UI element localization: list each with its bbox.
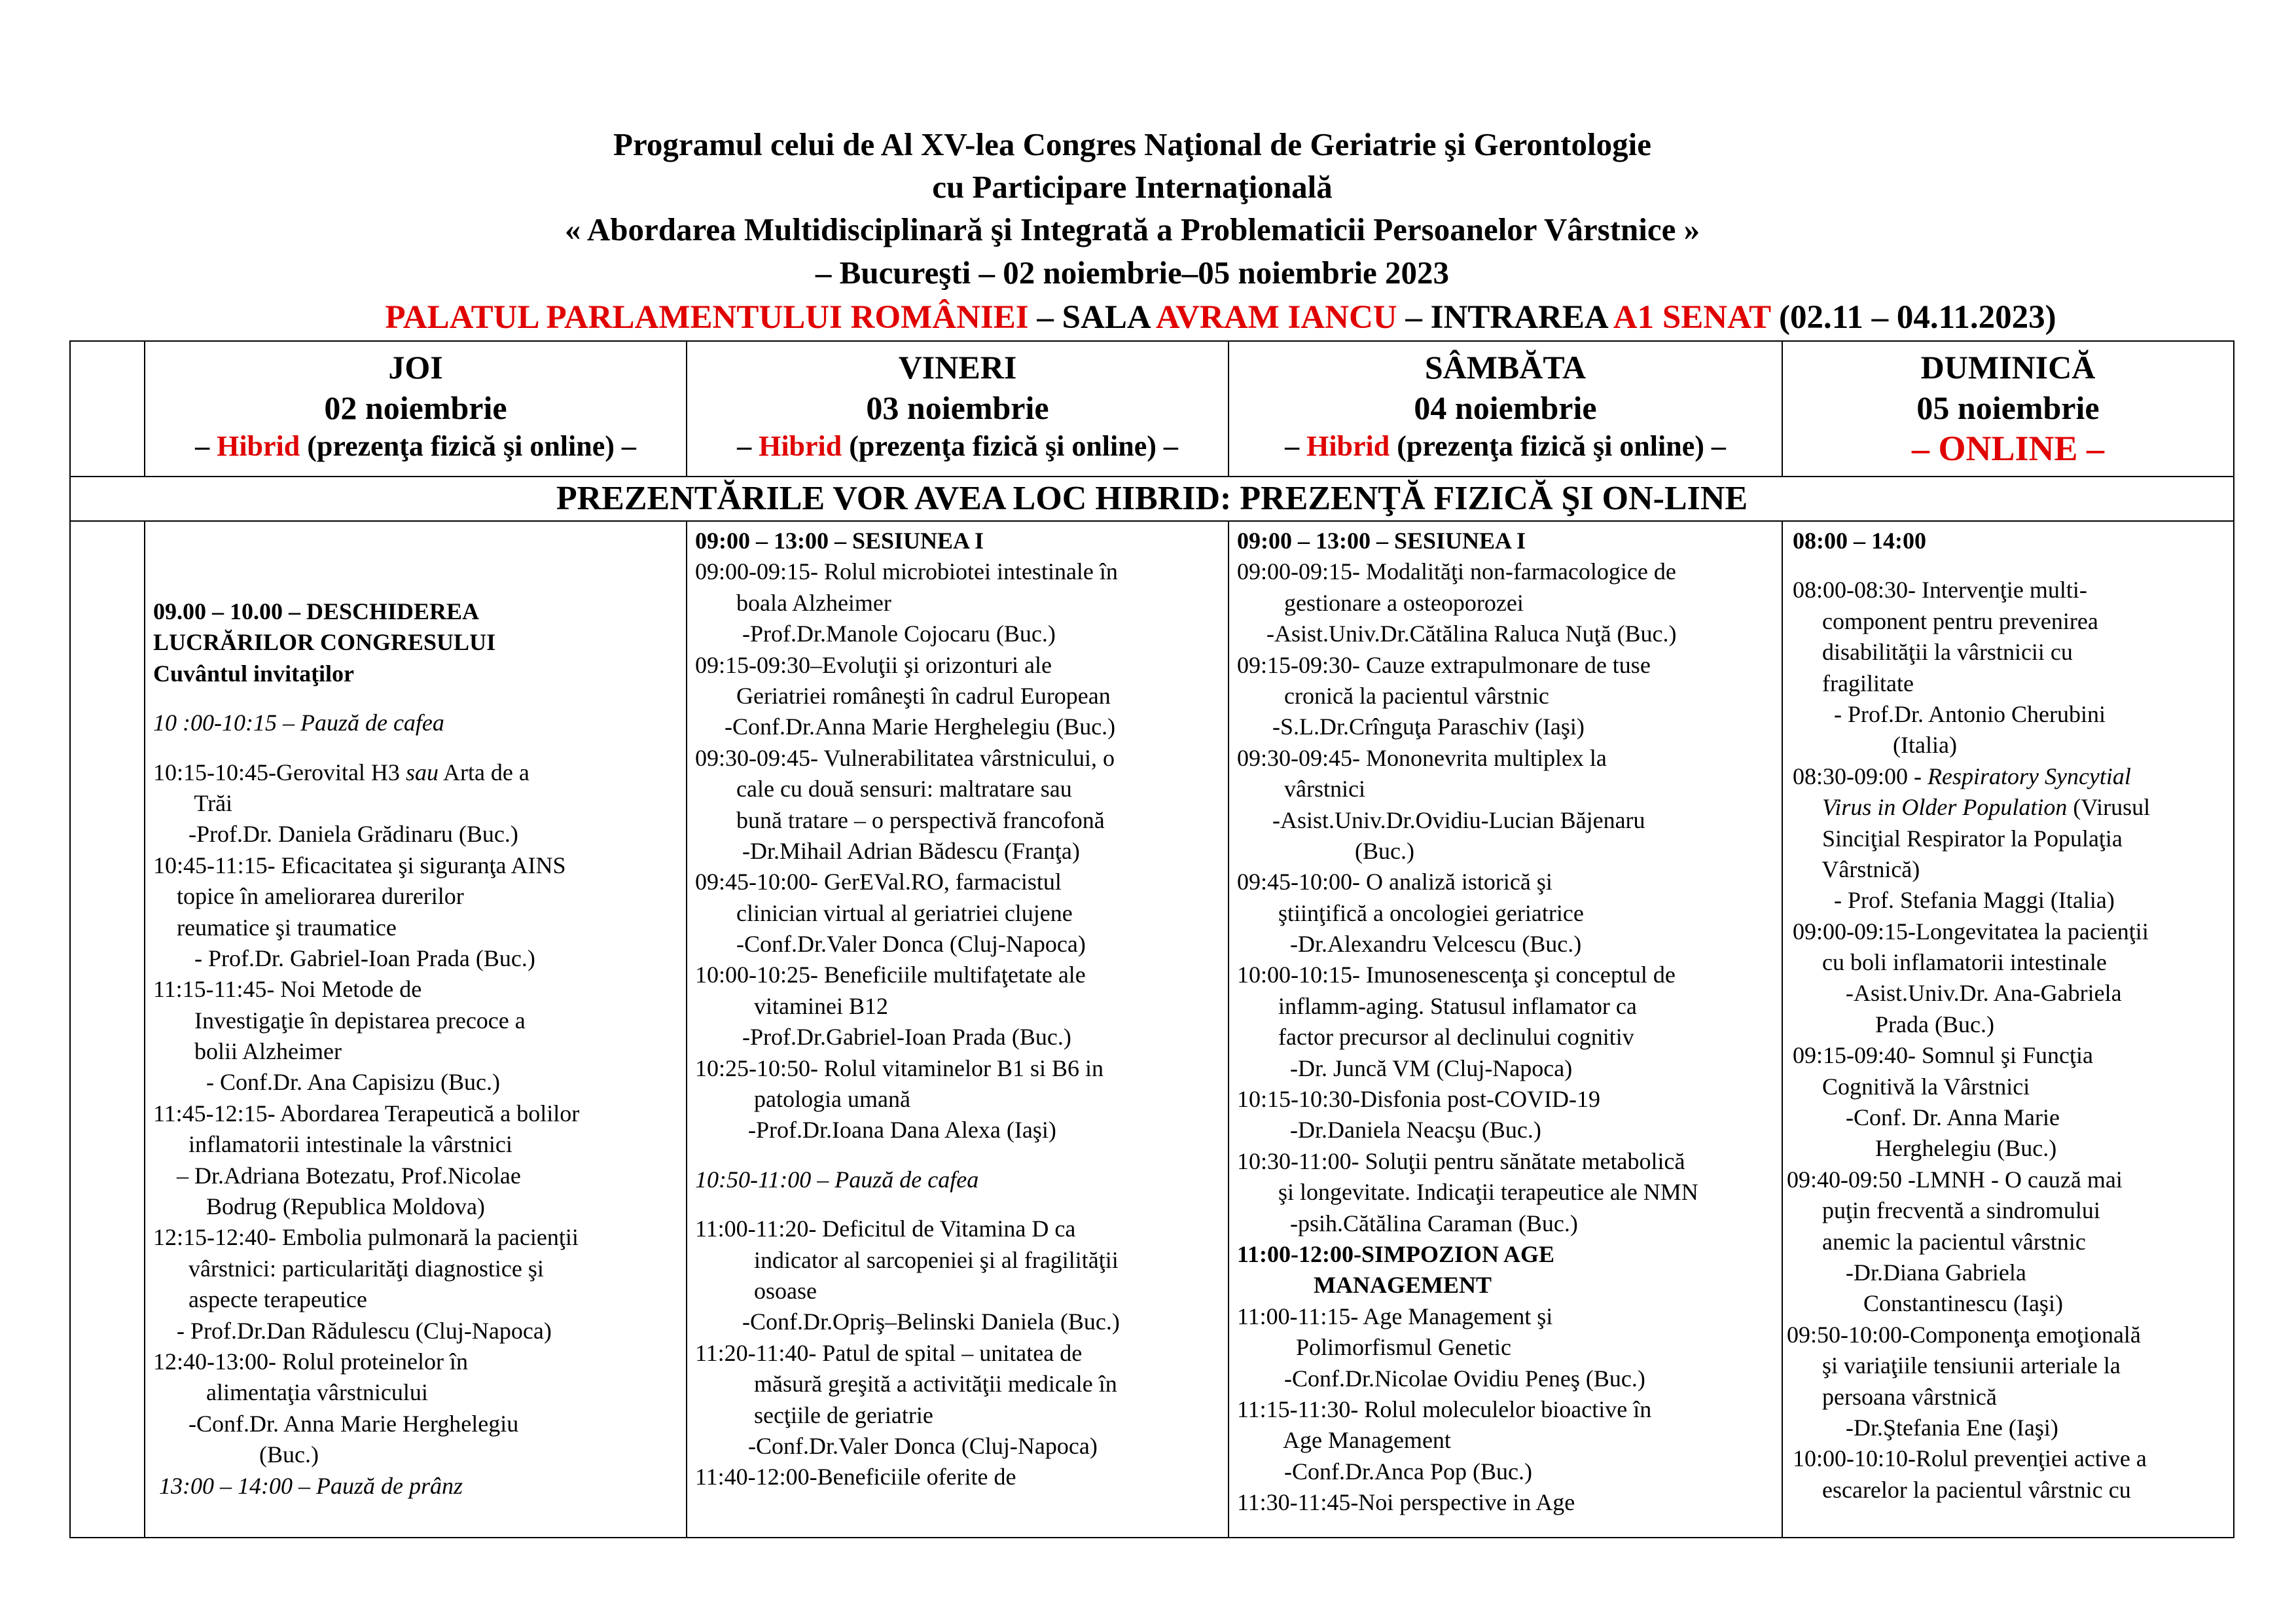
talk-title-cont: Virus in Older Population (Virusul [1822,794,2151,821]
talk-speaker: -Conf.Dr.Anca Pop (Buc.) [1237,1458,1532,1485]
venue-sep2: – INTRAREA [1397,299,1613,336]
talk-title: 09:00-09:15- Rolul microbiotei intestinale în [695,558,1118,585]
talk-title-cont: persoana vârstnică [1787,1383,1997,1410]
lunch-break: 13:00 – 14:00 – Pauză de prânz [153,1472,463,1499]
talk-speaker: -psih.Cătălina Caraman (Buc.) [1237,1210,1578,1236]
talk-title-cont: osoase [695,1277,817,1304]
talk-title-cont: disabilităţii la vârstnicii cu [1787,639,2073,666]
day-date: 04 noiembrie [1414,389,1597,426]
talk-title-cont: şi variaţiile tensiunii arteriale la [1787,1352,2121,1379]
talk-title: 10:15-10:30-Disfonia post-COVID-19 [1237,1086,1600,1113]
program-subtitle: cu Participare Internaţională [932,169,1333,205]
talk-speaker-cont: (Italia) [1787,732,1957,759]
talk-speaker: -Dr.Ştefania Ene (Iaşi) [1787,1414,2058,1441]
talk-title: 10:15-10:45-Gerovital H3 sau Arta de a [153,759,529,785]
talk-title: 10:30-11:00- Soluţii pentru sănătate metabolică [1237,1147,1685,1174]
talk-title-cont: cale cu două sensuri: maltratare sau [695,776,1072,803]
talk-title-cont: Investigaţie în depistarea precoce a [153,1007,526,1034]
talk-title: 10:00-10:15- Imunosenescenţa şi conceptul de [1237,962,1676,988]
talk-title-cont: reumatice şi traumatice [153,914,397,941]
day-header-sunday [1782,341,2234,477]
talk-title-cont: gestionare a osteoporozei [1237,589,1524,616]
talk-speaker: – Dr.Adriana Botezatu, Prof.Nicolae [153,1162,521,1189]
talk-title: 09:40-09:50 -LMNH - O cauză mai [1787,1166,2123,1193]
talk-title-cont: vârstnici [1237,776,1365,803]
talk-title: 09:15-09:40- Somnul şi Funcţia [1787,1042,2093,1069]
talk-speaker: -Dr. Juncă VM (Cluj-Napoca) [1237,1055,1573,1081]
talk-speaker: - Prof.Dr. Gabriel-Ioan Prada (Buc.) [153,945,535,971]
talk-title-cont: patologia umană [695,1086,910,1113]
talk-speaker: - Prof. Stefania Maggi (Italia) [1787,887,2115,914]
talk-title-cont: măsură greşită a activităţii medicale în [695,1371,1117,1398]
congress-dates: – Bucureşti – 02 noiembrie–05 noiembrie 2023 [815,255,1450,291]
talk-title: 10:00-10:25- Beneficiile multifaţetate ale [695,962,1086,988]
empty-side-cell [70,521,145,1538]
talk-title-cont: topice în ameliorarea durerilor [153,883,464,910]
talk-title-cont: bolii Alzheimer [153,1038,342,1065]
talk-title-cont: Vârstnică) [1787,856,1920,882]
talk-title-cont: factor precursor al declinului cognitiv [1237,1024,1634,1051]
talk-speaker-cont: Bodrug (Republica Moldova) [153,1193,485,1220]
talk-title-cont: anemic la pacientul vârstnic [1787,1228,2086,1255]
talk-title-cont: cronică la pacientul vârstnic [1237,682,1549,709]
talk-title-cont: aspecte terapeutice [153,1286,367,1313]
talk-title: 11:15-11:30- Rolul moleculelor bioactive în [1237,1396,1652,1422]
talk-title-cont: boala Alzheimer [695,589,891,616]
congress-theme: « Abordarea Multidisciplinară şi Integrată a Problematicii Persoanelor Vârstnice » [564,211,1700,247]
talk-title-cont: fragilitate [1787,670,1914,696]
talk-title-cont: indicator al sarcopeniei şi al fragilităţii [695,1246,1119,1273]
day-mode: – Hibrid (prezenţa fizică şi online) – [737,430,1178,462]
talk-title-cont: escarelor la pacientul vârstnic cu [1787,1476,2131,1503]
talk-speaker: -Conf. Dr. Anna Marie [1787,1104,2060,1131]
friday-schedule [687,521,1229,1538]
empty-corner-cell [70,341,145,477]
talk-title-cont: Geriatriei româneşti în cadrul European [695,682,1111,709]
talk-speaker: -Conf.Dr.Nicolae Ovidiu Peneş (Buc.) [1237,1365,1645,1392]
day-date: 02 noiembrie [324,389,507,426]
talk-speaker: -Conf.Dr.Opriş–Belinski Daniela (Buc.) [695,1308,1120,1335]
talk-title: 09:45-10:00- O analiză istorică şi [1237,869,1552,895]
talk-title-cont: vitaminei B12 [695,992,888,1019]
talk-title: 11:45-12:15- Abordarea Terapeutică a bolilor [153,1100,580,1127]
talk-speaker: -Prof.Dr.Manole Cojocaru (Buc.) [695,621,1056,647]
venue-hall: AVRAM IANCU [1155,299,1397,336]
talk-title: 12:15-12:40- Embolia pulmonară la pacienţii [153,1224,579,1251]
day-date: 03 noiembrie [866,389,1049,426]
talk-title-cont: bună tratare – o perspectivă francofonă [695,806,1105,833]
day-header-thursday [145,341,687,477]
thursday-schedule [145,521,687,1538]
talk-title: 11:00-11:15- Age Management şi [1237,1303,1553,1329]
talk-title: 10:25-10:50- Rolul vitaminelor B1 si B6 in [695,1055,1103,1081]
talk-title-cont: inflamatorii intestinale la vârstnici [153,1131,512,1158]
talk-title: 11:00-11:20- Deficitul de Vitamina D ca [695,1216,1076,1242]
talk-title-cont: component pentru prevenirea [1787,607,2098,634]
talk-title-cont: cu boli inflamatorii intestinale [1787,949,2107,976]
venue-entrance: A1 SENAT [1613,299,1771,336]
talk-title: 09:00-09:15- Modalităţi non-farmacologice de [1237,558,1676,585]
banner-row [70,477,2234,521]
talk-speaker: - Prof.Dr.Dan Rădulescu (Cluj-Napoca) [153,1317,552,1344]
coffee-break: 10 :00-10:15 – Pauză de cafea [153,710,444,736]
day-name: VINERI [898,349,1017,386]
symposium-heading: 11:00-12:00-SIMPOZION AGE [1237,1240,1555,1267]
venue-dates: (02.11 – 04.11.2023) [1770,299,2056,336]
talk-title-cont: puţin frecventă a sindromului [1787,1197,2100,1224]
talk-title-cont: clinician virtual al geriatriei clujene [695,899,1073,926]
session-heading: 09:00 – 13:00 – SESIUNEA I [695,528,984,554]
talk-title: 11:30-11:45-Noi perspective in Age [1237,1489,1575,1516]
coffee-break: 10:50-11:00 – Pauză de cafea [695,1166,979,1193]
talk-title-cont: vârstnici: particularităţi diagnostice şi [153,1255,544,1282]
venue-sep1: – SALA [1028,299,1156,336]
session-heading: 09:00 – 13:00 – SESIUNEA I [1237,528,1526,554]
talk-speaker: -Conf.Dr.Valer Donca (Cluj-Napoca) [695,931,1086,958]
talk-title: 11:40-12:00-Beneficiile oferite de [695,1464,1016,1490]
talk-speaker: - Prof.Dr. Antonio Cherubini [1787,700,2106,727]
guest-speeches: Cuvântul invitaţilor [153,660,355,687]
talk-speaker: -Dr.Mihail Adrian Bădescu (Franţa) [695,837,1080,864]
day-date: 05 noiembrie [1916,389,2100,426]
sessions-row [70,521,2234,1538]
talk-title: 12:40-13:00- Rolul proteinelor în [153,1348,468,1375]
day-header-friday [687,341,1229,477]
schedule-table [69,340,2234,1538]
talk-speaker-cont: (Buc.) [1237,837,1414,864]
talk-speaker: -Conf.Dr.Anna Marie Herghelegiu (Buc.) [695,713,1116,740]
talk-title: 09:15-09:30–Evoluţii şi orizonturi ale [695,651,1052,678]
day-header-saturday [1229,341,1782,477]
talk-title-cont: ştiinţifică a oncologiei geriatrice [1237,899,1584,926]
talk-title: 09:50-10:00-Componenţa emoţională [1787,1321,2141,1348]
talk-title: 09:00-09:15-Longevitatea la pacienţii [1787,918,2149,945]
day-header-row [70,341,2234,477]
talk-speaker-cont: Constantinescu (Iaşi) [1787,1290,2063,1317]
day-mode: – Hibrid (prezenţa fizică şi online) – [1285,430,1726,462]
day-mode: – Hibrid (prezenţa fizică şi online) – [195,430,636,462]
talk-speaker: -Dr.Daniela Neacşu (Buc.) [1237,1117,1541,1144]
talk-title-cont: şi longevitate. Indicaţii terapeutice ale NMN [1237,1179,1698,1206]
day-name: SÂMBĂTA [1424,349,1587,386]
talk-title-cont: Polimorfismul Genetic [1237,1334,1511,1361]
day-name: DUMINICĂ [1920,349,2096,386]
day-mode-online: – ONLINE – [1911,429,2105,468]
talk-speaker: -Prof.Dr.Ioana Dana Alexa (Iaşi) [695,1117,1056,1144]
talk-title-cont: inflamm-aging. Statusul inflamator ca [1237,992,1637,1019]
talk-title: 10:00-10:10-Rolul prevenţiei active a [1787,1445,2147,1472]
sunday-schedule [1782,521,2234,1538]
talk-speaker: - Conf.Dr. Ana Capisizu (Buc.) [153,1069,500,1096]
hybrid-banner: PREZENTĂRILE VOR AVEA LOC HIBRID: PREZENŢĂ FIZICĂ ŞI ON-LINE [70,477,2234,521]
venue-palace: PALATUL PARLAMENTULUI ROMÂNIEI [385,299,1029,336]
talk-title: 11:20-11:40- Patul de spital – unitatea de [695,1339,1083,1366]
opening-session-cont: LUCRĂRILOR CONGRESULUI [153,629,496,656]
talk-speaker: -Asist.Univ.Dr.Ovidiu-Lucian Băjenaru [1237,806,1645,833]
talk-speaker: -Dr.Alexandru Velcescu (Buc.) [1237,931,1582,958]
talk-speaker: -Prof.Dr.Gabriel-Ioan Prada (Buc.) [695,1024,1071,1051]
talk-title: 11:15-11:45- Noi Metode de [153,976,422,1003]
talk-speaker: -S.L.Dr.Crînguţa Paraschiv (Iaşi) [1237,713,1585,740]
talk-title-cont: Sinciţial Respirator la Populaţia [1787,825,2123,852]
talk-title: 09:45-10:00- GerEVal.RO, farmacistul [695,869,1062,895]
opening-session: 09.00 – 10.00 – DESCHIDEREA [153,598,480,624]
talk-title: 09:15-09:30- Cauze extrapulmonare de tuse [1237,651,1651,678]
talk-speaker: -Conf.Dr.Valer Donca (Cluj-Napoca) [695,1432,1098,1459]
talk-title-cont: Age Management [1237,1427,1451,1454]
talk-speaker: -Prof.Dr. Daniela Grădinaru (Buc.) [153,821,518,848]
talk-title-cont: Trăi [153,789,233,816]
talk-title-cont: secţiile de geriatrie [695,1401,933,1428]
talk-title: 08:30-09:00 - Respiratory Syncytial [1787,763,2131,789]
session-heading: 08:00 – 14:00 [1787,528,1926,554]
talk-speaker: -Dr.Diana Gabriela [1787,1259,2026,1286]
talk-speaker-cont: (Buc.) [153,1441,319,1468]
talk-speaker: -Asist.Univ.Dr. Ana-Gabriela [1787,980,2122,1007]
saturday-schedule [1229,521,1782,1538]
talk-speaker: -Conf.Dr. Anna Marie Herghelegiu [153,1410,519,1437]
program-title: Programul celui de Al XV-lea Congres Naţional de Geriatrie şi Gerontologie [613,126,1651,162]
symposium-heading-cont: MANAGEMENT [1237,1272,1492,1299]
talk-title: 08:00-08:30- Intervenţie multi- [1787,577,2087,604]
venue-line [196,298,2245,336]
talk-title-cont: Cognitivă la Vârstnici [1787,1073,2030,1100]
talk-title-cont: alimentaţia vârstnicului [153,1379,428,1406]
talk-speaker-cont: Prada (Buc.) [1787,1011,1994,1038]
day-name: JOI [388,349,443,386]
talk-title: 10:45-11:15- Eficacitatea şi siguranţa AINS [153,852,566,878]
talk-speaker-cont: Herghelegiu (Buc.) [1787,1135,2057,1162]
talk-title: 09:30-09:45- Mononevrita multiplex la [1237,744,1607,771]
talk-speaker: -Asist.Univ.Dr.Cătălina Raluca Nuţă (Buc.) [1237,621,1677,647]
talk-title: 09:30-09:45- Vulnerabilitatea vârstnicului, o [695,744,1115,771]
